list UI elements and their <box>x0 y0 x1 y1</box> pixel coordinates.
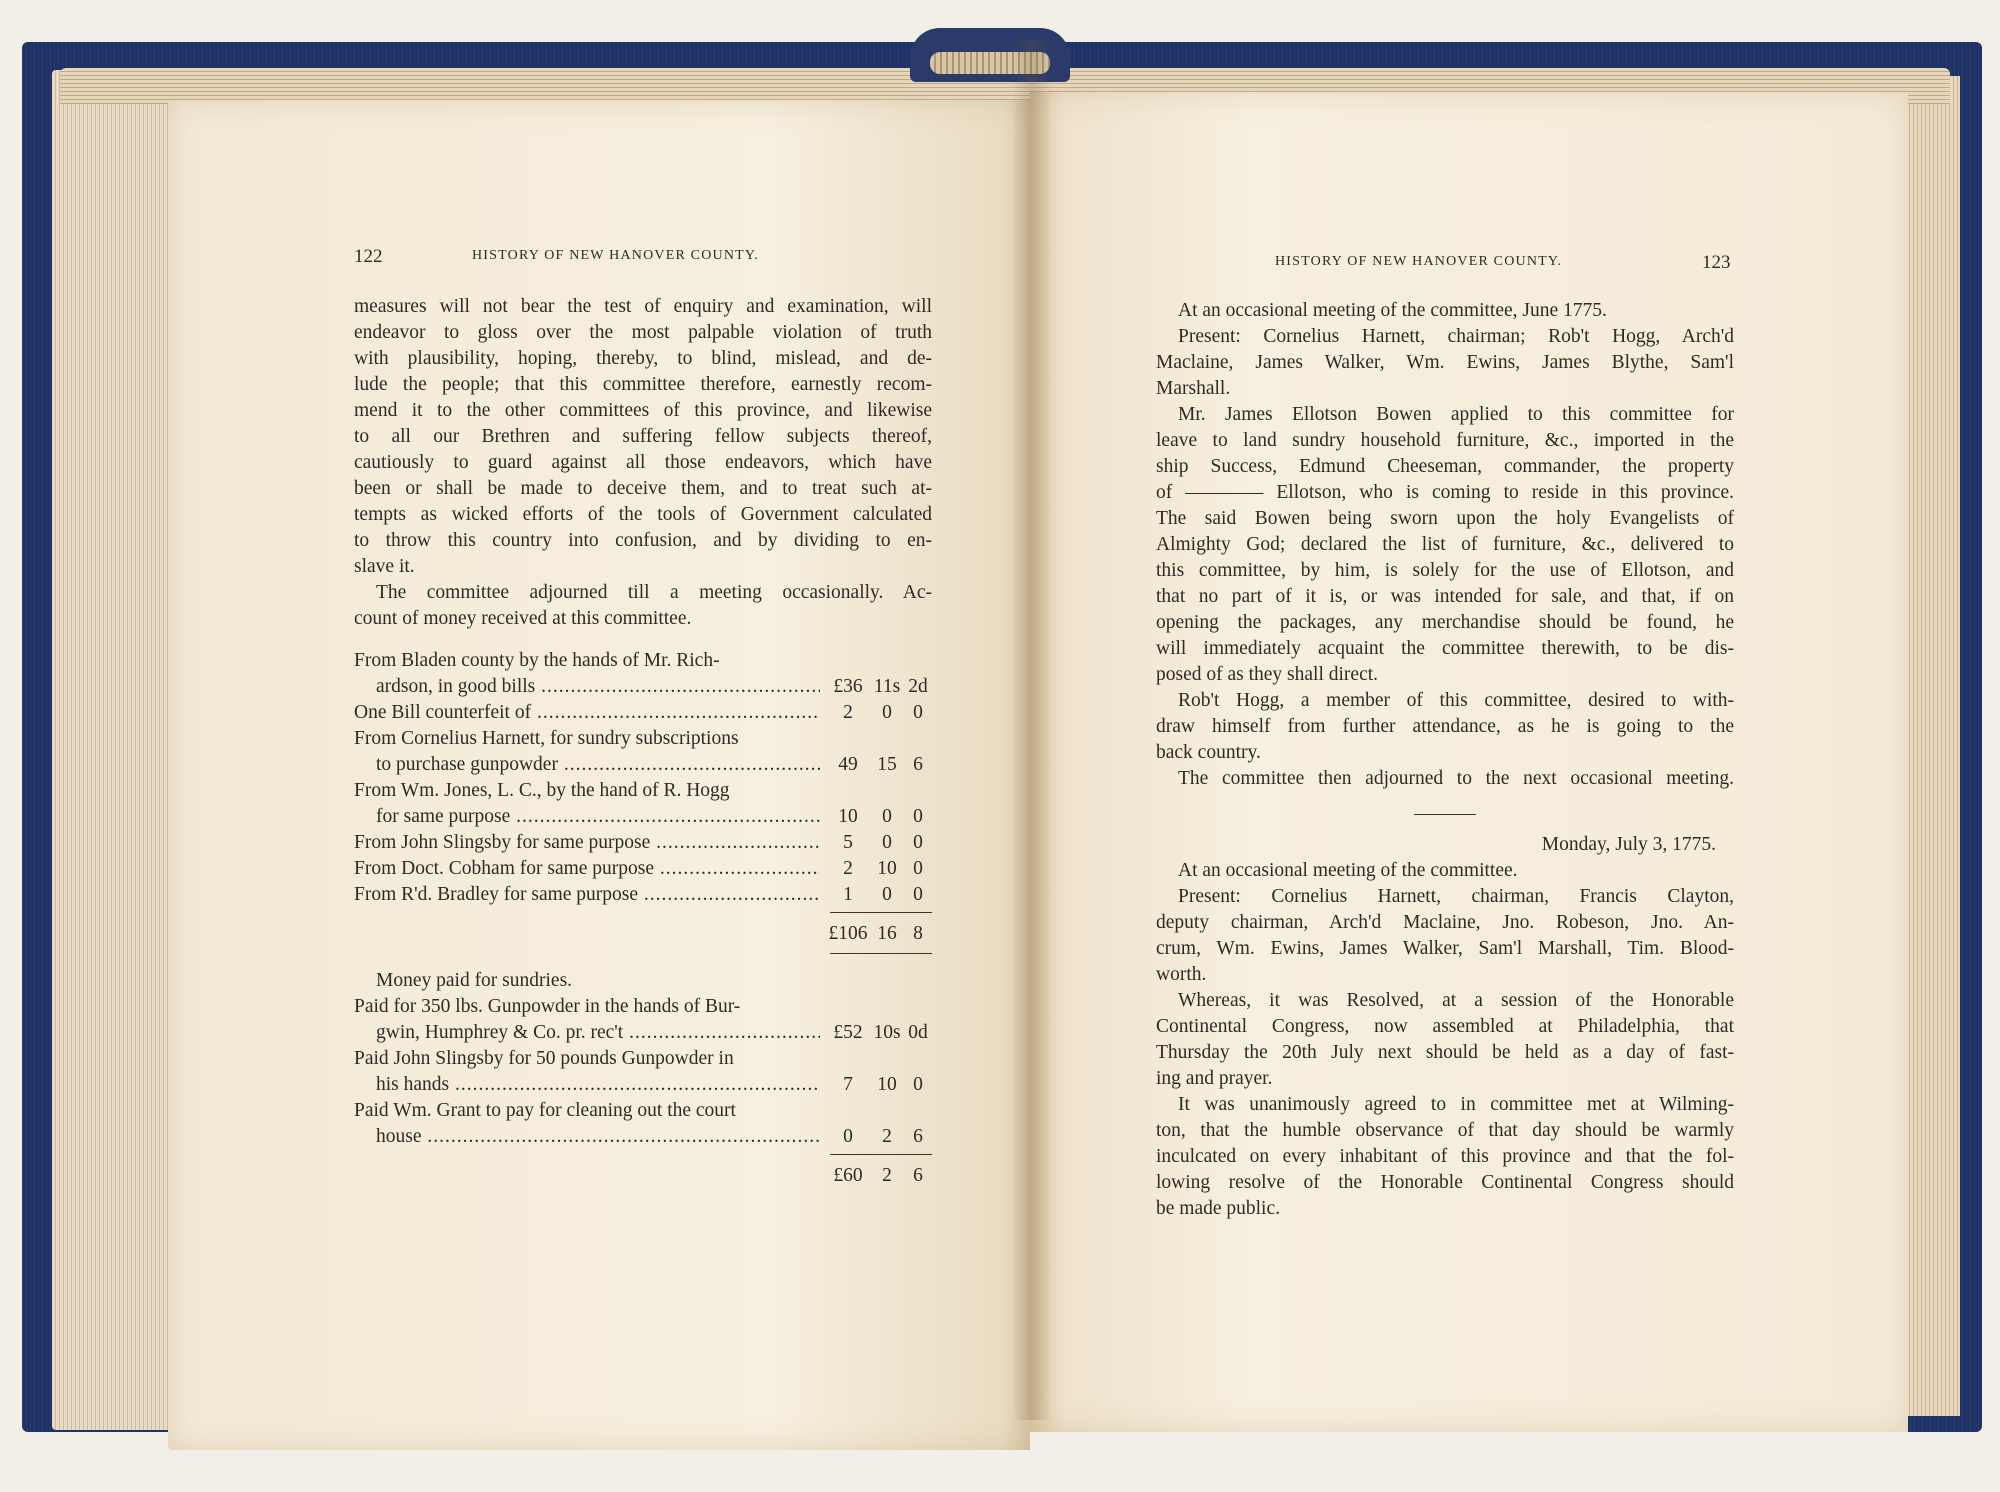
text-line: Mr. James Ellotson Bowen applied to this committee for <box>1178 404 1734 425</box>
entry-amount <box>820 674 932 700</box>
amount-cell: 15 <box>877 754 897 775</box>
text-line: inculcated on every inhabitant of this province and that the fol- <box>1156 1146 1734 1167</box>
text-line: to all our Brethren and suffering fellow subjects thereof, <box>354 426 932 447</box>
amount-cell: 2d <box>908 676 928 697</box>
amount-cell: 10 <box>838 806 858 827</box>
text-line: ton, that the humble observance of that day should be warmly <box>1156 1120 1734 1141</box>
amount-cell: 0 <box>913 702 923 723</box>
running-head-right: HISTORY OF NEW HANOVER COUNTY. <box>1275 254 1563 269</box>
text-line: deputy chairman, Arch'd Maclaine, Jno. Robeson, Jno. An- <box>1156 912 1734 933</box>
entry-description: From Doct. Cobham for same purpose ..... <box>354 856 820 882</box>
text-line: lude the people; that this committee therefore, earnestly recom- <box>354 374 932 395</box>
amount-cell: 6 <box>913 1165 923 1186</box>
book-gutter <box>1012 40 1052 1420</box>
entry-line: From Bladen county by the hands of Mr. Rich- <box>354 650 720 671</box>
amount-cell: 6 <box>913 1126 923 1147</box>
text-line: draw himself from further attendance, as he is going to the <box>1156 716 1734 737</box>
amount-cell: £36 <box>833 676 863 697</box>
amount-cell: 10 <box>877 858 897 879</box>
entry-line: From Wm. Jones, L. C., by the hand of R. Hogg <box>354 780 730 801</box>
text-line: mend it to the other committees of this province, and likewise <box>354 400 932 421</box>
text-line: measures will not bear the test of enquiry and examination, will <box>354 296 932 317</box>
account-row <box>354 752 932 778</box>
amount-cell: 0 <box>913 1074 923 1095</box>
text-line: The said Bowen being sworn upon the holy Evangelists of <box>1156 508 1734 529</box>
text-line: been or shall be made to deceive them, and to treat such at- <box>354 478 932 499</box>
amount-cell: 10s <box>873 1022 901 1043</box>
text-line: worth. <box>1156 964 1207 985</box>
text-line: ship Success, Edmund Cheeseman, commander, the property <box>1156 456 1734 477</box>
account-row <box>354 1124 932 1150</box>
text-line: count of money received at this committee. <box>354 608 692 629</box>
receipts-account <box>354 648 932 913</box>
text-line: Thursday the 20th July next should be held as a day of fast- <box>1156 1042 1734 1063</box>
amount-cell: 0 <box>882 806 892 827</box>
text-line: Marshall. <box>1156 378 1231 399</box>
entry-description: house ..... <box>354 1124 820 1150</box>
text-line: Present: Cornelius Harnett, chairman; Rob't Hogg, Arch'd <box>1178 326 1734 347</box>
amount-cell: 0 <box>913 806 923 827</box>
account-row <box>354 882 932 908</box>
sum-rule <box>830 1154 932 1155</box>
account-row <box>354 1072 932 1098</box>
amount-cell: 0 <box>913 858 923 879</box>
text-line: will immediately acquaint the committee therewith, to be dis- <box>1156 638 1734 659</box>
text-line: Maclaine, James Walker, Wm. Ewins, James Blythe, Sam'l <box>1156 352 1734 373</box>
entry-amount <box>820 700 932 726</box>
entry-description: ardson, in good bills ..... <box>354 674 820 700</box>
account-row <box>354 1020 932 1046</box>
text-line: of ———— Ellotson, who is coming to reside in this province. <box>1156 482 1734 503</box>
entry-amount <box>820 804 932 830</box>
payments-total-row <box>354 1163 932 1189</box>
amount-cell: 2 <box>882 1165 892 1186</box>
amount-cell: 2 <box>843 702 853 723</box>
amount-cell: 0 <box>843 1126 853 1147</box>
entry-amount <box>820 1020 932 1046</box>
text-line: Present: Cornelius Harnett, chairman, Francis Clayton, <box>1178 886 1734 907</box>
text-line: crum, Wm. Ewins, James Walker, Sam'l Marshall, Tim. Blood- <box>1156 938 1734 959</box>
payments-heading: Money paid for sundries. <box>376 970 573 991</box>
amount-cell: 10 <box>877 1074 897 1095</box>
entry-amount <box>820 830 932 856</box>
text-line: cautiously to guard against all those endeavors, which have <box>354 452 932 473</box>
entry-amount <box>820 752 932 778</box>
text-line: Rob't Hogg, a member of this committee, desired to with- <box>1178 690 1734 711</box>
entry-description: to purchase gunpowder ..... <box>354 752 820 778</box>
right-page-body <box>1156 298 1734 1222</box>
amount-cell: 8 <box>913 923 923 944</box>
account-row <box>354 804 932 830</box>
entry-amount <box>820 1072 932 1098</box>
payments-account <box>354 994 932 1155</box>
entry-amount <box>820 882 932 908</box>
text-line: be made public. <box>1156 1198 1280 1219</box>
entry-description: One Bill counterfeit of ..... <box>354 700 820 726</box>
text-line: back country. <box>1156 742 1261 763</box>
text-line: to throw this country into confusion, and by dividing to en- <box>354 530 932 551</box>
amount-cell: 7 <box>843 1074 853 1095</box>
amount-cell: 5 <box>843 832 853 853</box>
entry-description: his hands ..... <box>354 1072 820 1098</box>
entry-description: gwin, Humphrey & Co. pr. rec't ..... <box>354 1020 820 1046</box>
amount-cell: £60 <box>833 1165 863 1186</box>
account-row <box>354 856 932 882</box>
amount-cell: 11s <box>873 676 901 697</box>
text-line: Whereas, it was Resolved, at a session of the Honorable <box>1178 990 1734 1011</box>
paragraph <box>354 580 932 632</box>
amount-cell: 0 <box>882 832 892 853</box>
entry-line: Paid Wm. Grant to pay for cleaning out the court <box>354 1100 736 1121</box>
amount-cell: 0 <box>882 702 892 723</box>
text-line: posed of as they shall direct. <box>1156 664 1379 685</box>
page-edges-left <box>52 70 172 1430</box>
amount-cell: £52 <box>833 1022 863 1043</box>
receipts-total-row <box>354 921 932 947</box>
amount-cell: 0 <box>882 884 892 905</box>
entry-description: for same purpose ..... <box>354 804 820 830</box>
section-divider <box>1414 814 1476 815</box>
entry-line: Paid for 350 lbs. Gunpowder in the hands of Bur- <box>354 996 741 1017</box>
text-line: ing and prayer. <box>1156 1068 1273 1089</box>
amount-cell: £106 <box>828 923 868 944</box>
text-line: endeavor to gloss over the most palpable violation of truth <box>354 322 932 343</box>
paragraph <box>354 294 932 580</box>
amount-cell: 0d <box>908 1022 928 1043</box>
entry-amount <box>820 856 932 882</box>
text-line: opening the packages, any merchandise should be found, he <box>1156 612 1734 633</box>
dateline: Monday, July 3, 1775. <box>1541 834 1716 855</box>
account-row <box>354 830 932 856</box>
sum-rule <box>830 912 932 913</box>
amount-cell: 2 <box>882 1126 892 1147</box>
text-line: The committee adjourned till a meeting occasionally. Ac- <box>376 582 932 603</box>
text-line: slave it. <box>354 556 415 577</box>
text-line: with plausibility, hoping, thereby, to blind, mislead, and de- <box>354 348 932 369</box>
page-number-right: 123 <box>1702 252 1731 273</box>
amount-cell: 0 <box>913 832 923 853</box>
amount-cell: 1 <box>843 884 853 905</box>
amount-cell: 49 <box>838 754 858 775</box>
page-number-left: 122 <box>354 246 383 267</box>
amount-cell: 2 <box>843 858 853 879</box>
text-line: At an occasional meeting of the committee. <box>1178 860 1518 881</box>
text-block <box>1156 858 1734 1222</box>
entry-line: Paid John Slingsby for 50 pounds Gunpowder in <box>354 1048 734 1069</box>
text-line: It was unanimously agreed to in committee met at Wilming- <box>1178 1094 1734 1115</box>
left-page-body <box>354 294 932 1189</box>
amount-cell: 16 <box>877 923 897 944</box>
text-line: Almighty God; declared the list of furniture, &c., delivered to <box>1156 534 1734 555</box>
entry-description: From John Slingsby for same purpose ..... <box>354 830 820 856</box>
entry-description: From R'd. Bradley for same purpose ..... <box>354 882 820 908</box>
total-rule <box>830 953 932 954</box>
text-line: leave to land sundry household furniture, &c., imported in the <box>1156 430 1734 451</box>
text-line: At an occasional meeting of the committee, June 1775. <box>1178 300 1607 321</box>
amount-cell: 6 <box>913 754 923 775</box>
text-line: Continental Congress, now assembled at Philadelphia, that <box>1156 1016 1734 1037</box>
account-row <box>354 674 932 700</box>
text-line: this committee, by him, is solely for the use of Ellotson, and <box>1156 560 1734 581</box>
text-line: tempts as wicked efforts of the tools of Government calculated <box>354 504 932 525</box>
text-block <box>1156 298 1734 792</box>
entry-line: From Cornelius Harnett, for sundry subscriptions <box>354 728 739 749</box>
entry-amount <box>820 1124 932 1150</box>
amount-cell: 0 <box>913 884 923 905</box>
running-head-left: HISTORY OF NEW HANOVER COUNTY. <box>472 248 760 263</box>
account-row <box>354 700 932 726</box>
text-line: that no part of it is, or was intended for sale, and that, if on <box>1156 586 1734 607</box>
text-line: The committee then adjourned to the next occasional meeting. <box>1178 768 1734 789</box>
text-line: lowing resolve of the Honorable Continental Congress should <box>1156 1172 1734 1193</box>
